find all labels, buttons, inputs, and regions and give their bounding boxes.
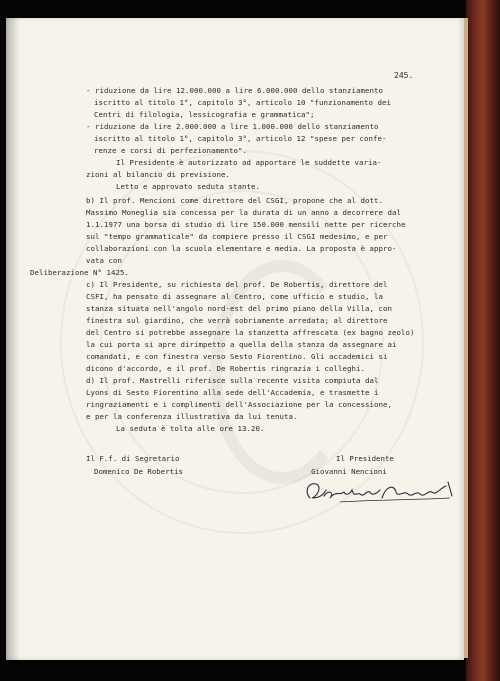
text-line: finestra sul giardino, che verrà sobriamente arredata; al direttore bbox=[86, 316, 388, 325]
text-line: dicono d'accordo, e il prof. De Robertis ringrazia i colleghi. bbox=[86, 364, 365, 373]
text-line: renze e corsi di perfezionamento". bbox=[94, 146, 247, 155]
text-line: CSFI, ha pensato di assegnare al Centro, come ufficio e studio, la bbox=[86, 292, 383, 301]
text-line: iscritto al titolo 1°, capitolo 3°, articolo 12 "spese per confe- bbox=[94, 134, 387, 143]
secretary-name: Domenico De Robertis bbox=[94, 467, 183, 476]
text-line: Il Presidente è autorizzato ad apportare le suddette varia- bbox=[116, 158, 382, 167]
text-line: collaborazioni con la scuola elementare e media. La proposta è appro- bbox=[86, 244, 397, 253]
text-line: - riduzione da lire 12.000.000 a lire 6.000.000 dello stanziamento bbox=[86, 86, 383, 95]
text-line: comandati, e con finestra verso Sesto Fiorentino. Gli accademici si bbox=[86, 352, 388, 361]
text-line: ringraziamenti e i complimenti dell'Associazione per la concessione, bbox=[86, 400, 392, 409]
signature-block-secretary bbox=[86, 452, 183, 478]
text-line: stanza situata nell'angolo nord-est del primo piano della Villa, con bbox=[86, 304, 392, 313]
page-gutter-shadow bbox=[6, 18, 20, 660]
president-name: Giovanni Nencioni bbox=[311, 467, 387, 476]
text-line: Letto e approvato seduta stante. bbox=[116, 182, 260, 191]
text-line: 1.1.1977 una borsa di studio di lire 150.000 mensili nette per ricerche bbox=[86, 220, 406, 229]
page-number: 245. bbox=[394, 71, 414, 80]
text-line: e per la conferenza illustrativa da lui tenuta. bbox=[86, 412, 298, 421]
text-line: vata con bbox=[86, 256, 122, 265]
text-line: del Centro si potrebbe assegnare la stanzetta affrescata (ex bagno zeolo) bbox=[86, 328, 415, 337]
president-role: Il Presidente bbox=[336, 454, 394, 463]
text-line: Massimo Moneglia sia concessa per la durata di un anno a decorrere dal bbox=[86, 208, 401, 217]
handwritten-signature bbox=[300, 472, 460, 512]
text-line: - riduzione da lire 2.000.000 a lire 1.000.000 dello stanziamento bbox=[86, 122, 379, 131]
text-line: Centri di filologia, lessicografia e grammatica"; bbox=[94, 110, 315, 119]
text-line: Lyons di Sesto Fiorentino alla sede dell'Accademia, e trasmette i bbox=[86, 388, 379, 397]
text-line: b) Il prof. Mencioni come direttore del CSGI, propone che al dott. bbox=[86, 196, 383, 205]
text-line: la cui porta si apre dirimpetto a quella della stanza da assegnare ai bbox=[86, 340, 397, 349]
text-line: sul "tempo grammaticale" da compiere presso il CSGI medesimo, e per bbox=[86, 232, 388, 241]
secretary-role: Il F.f. di Segretario bbox=[86, 454, 180, 463]
text-line: d) Il prof. Mastrelli riferisce sulla recente visita compiuta dal bbox=[86, 376, 379, 385]
text-line: c) Il Presidente, su richiesta del prof. De Robertis, direttore del bbox=[86, 280, 388, 289]
book-binding bbox=[466, 0, 500, 681]
text-line: zioni al bilancio di previsione. bbox=[86, 170, 230, 179]
text-line: La seduta è tolta alle ore 13.20. bbox=[116, 424, 265, 433]
text-line: Deliberazione N° 1425. bbox=[30, 268, 129, 277]
text-line: iscritto al titolo 1°, capitolo 3°, articolo 10 "funzionamento dei bbox=[94, 98, 391, 107]
